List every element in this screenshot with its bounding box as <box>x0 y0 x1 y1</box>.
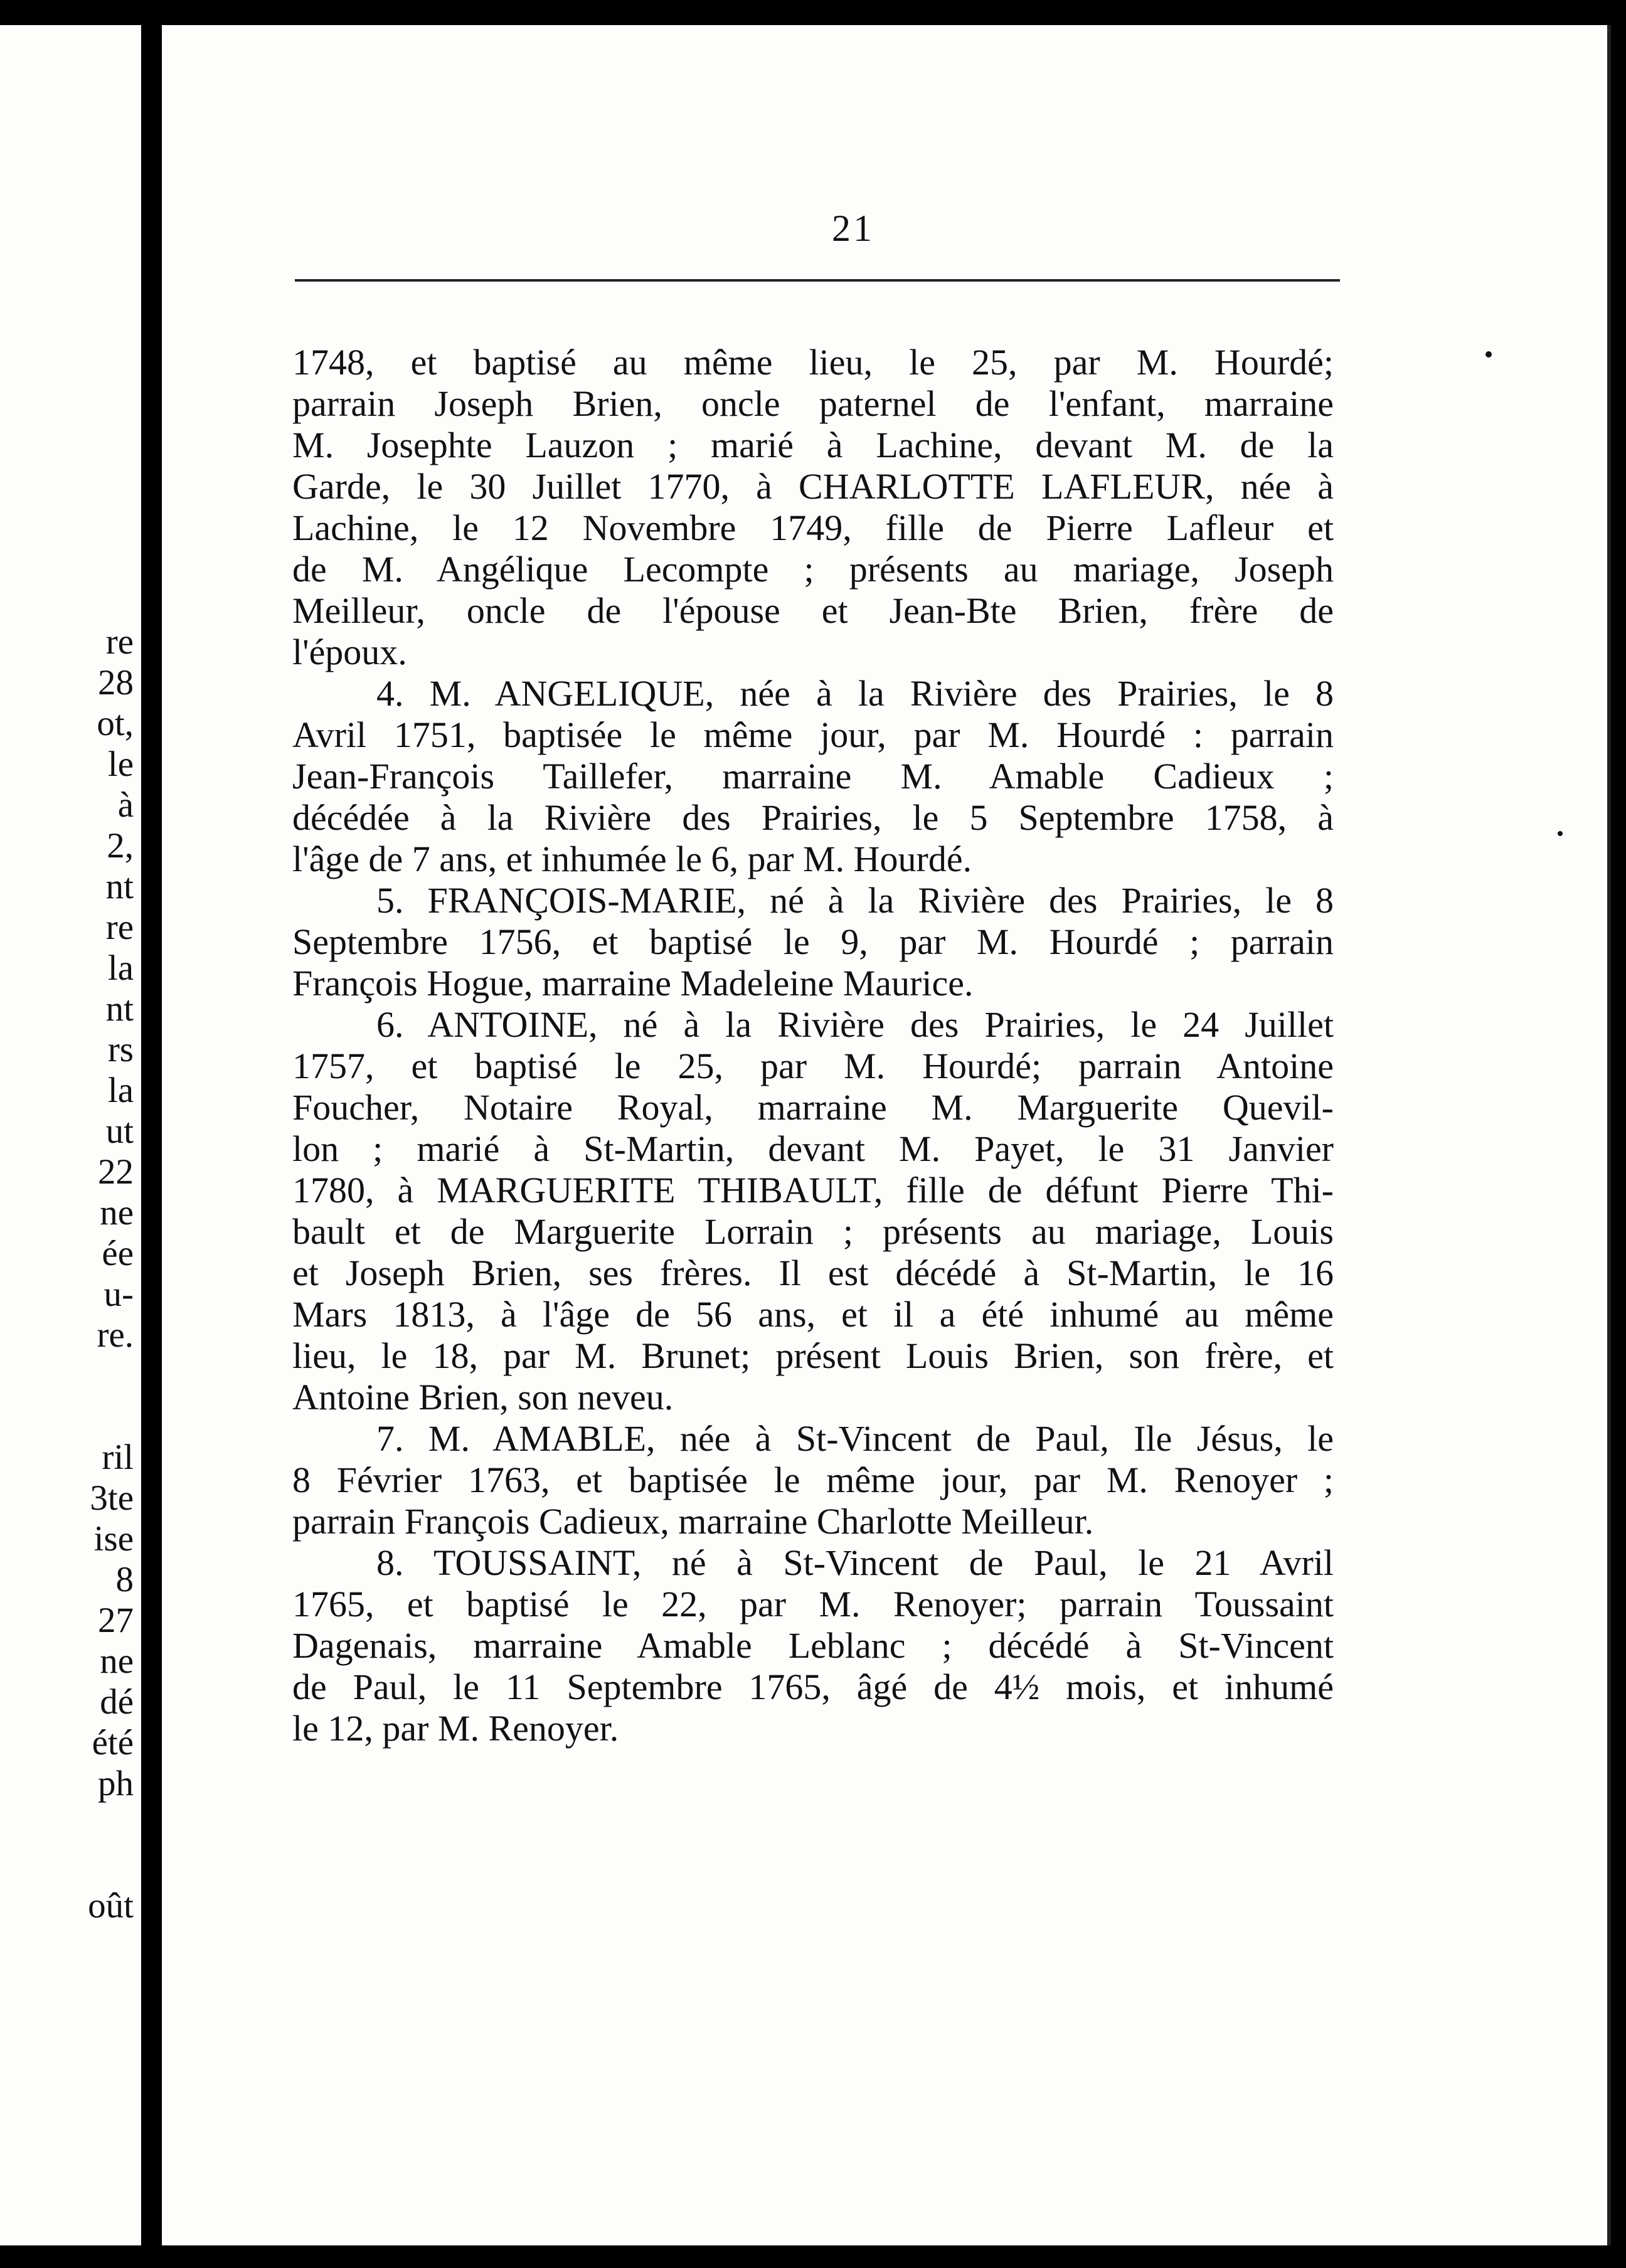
text-line: parrain François Cadieux, marraine Charlotte Meilleur. <box>292 1501 1094 1542</box>
left-page-fragment: à <box>117 785 134 825</box>
text-line: Dagenais, marraine Amable Leblanc ; décédé à St-Vincent <box>292 1625 1334 1666</box>
text-line: François Hogue, marraine Madeleine Maurice. <box>292 963 974 1004</box>
text-line: bault et de Marguerite Lorrain ; présents au mariage, Louis <box>292 1211 1334 1252</box>
text-line: 1780, à MARGUERITE THIBAULT, fille de défunt Pierre Thi- <box>292 1170 1334 1211</box>
text-line: 5. FRANÇOIS-MARIE, né à la Rivière des Prairies, le 8 <box>376 880 1334 921</box>
text-line: décédée à la Rivière des Prairies, le 5 Septembre 1758, à <box>292 797 1334 838</box>
left-page-fragment: ne <box>100 1641 134 1681</box>
scan-speck <box>1485 351 1492 358</box>
text-line: l'âge de 7 ans, et inhumée le 6, par M. Hourdé. <box>292 839 972 879</box>
text-line: 1765, et baptisé le 22, par M. Renoyer; parrain Toussaint <box>292 1584 1334 1624</box>
text-line: 7. M. AMABLE, née à St-Vincent de Paul, Ile Jésus, le <box>376 1418 1334 1459</box>
left-page-fragment: ril <box>102 1438 134 1477</box>
text-line: et Joseph Brien, ses frères. Il est décédé à St-Martin, le 16 <box>292 1253 1334 1293</box>
text-line: 8. TOUSSAINT, né à St-Vincent de Paul, le 21 Avril <box>376 1542 1334 1583</box>
left-page-fragment: le <box>107 745 134 784</box>
text-line: M. Josephte Lauzon ; marié à Lachine, devant M. de la <box>292 425 1334 465</box>
left-page-fragment: 3te <box>90 1478 134 1518</box>
text-line: lieu, le 18, par M. Brunet; présent Louis Brien, son frère, et <box>292 1335 1334 1376</box>
text-line: 6. ANTOINE, né à la Rivière des Prairies, le 24 Juillet <box>376 1004 1334 1045</box>
left-page-fragment: la <box>107 1071 134 1110</box>
left-page-fragment: 2, <box>107 826 134 866</box>
text-line: Jean-François Taillefer, marraine M. Amable Cadieux ; <box>292 756 1334 797</box>
left-page-fragment: dé <box>100 1682 134 1722</box>
text-line: 4. M. ANGELIQUE, née à la Rivière des Prairies, le 8 <box>376 673 1334 714</box>
left-page-fragment: ot, <box>97 704 134 743</box>
text-line: Lachine, le 12 Novembre 1749, fille de Pierre Lafleur et <box>292 507 1334 548</box>
text-line: lon ; marié à St-Martin, devant M. Payet, le 31 Janvier <box>292 1128 1334 1169</box>
scan-speck <box>1558 831 1563 836</box>
text-line: Garde, le 30 Juillet 1770, à CHARLOTTE LAFLEUR, née à <box>292 466 1334 507</box>
left-page-fragment: oût <box>88 1886 134 1926</box>
text-line: Septembre 1756, et baptisé le 9, par M. Hourdé ; parrain <box>292 921 1334 962</box>
page-number: 21 <box>832 208 874 249</box>
text-line: 1748, et baptisé au même lieu, le 25, par M. Hourdé; <box>292 342 1334 383</box>
left-page-fragment: ne <box>100 1193 134 1232</box>
left-page-fragment: 22 <box>98 1152 134 1192</box>
text-line: Meilleur, oncle de l'épouse et Jean-Bte Brien, frère de <box>292 590 1334 631</box>
left-page-fragment: re <box>105 622 134 662</box>
text-line: de M. Angélique Lecompte ; présents au mariage, Joseph <box>292 549 1334 590</box>
text-line: Foucher, Notaire Royal, marraine M. Marguerite Quevil- <box>292 1087 1334 1128</box>
left-page-fragment: 28 <box>98 663 134 702</box>
text-line: l'époux. <box>292 632 407 672</box>
header-rule <box>295 279 1340 282</box>
text-line: parrain Joseph Brien, oncle paternel de l'enfant, marraine <box>292 383 1334 424</box>
left-page-fragment: ph <box>98 1764 134 1803</box>
text-line: Avril 1751, baptisée le même jour, par M. Hourdé : parrain <box>292 714 1334 755</box>
left-facing-page <box>0 25 141 2245</box>
left-page-fragment: 8 <box>115 1560 134 1599</box>
text-line: Mars 1813, à l'âge de 56 ans, et il a été inhumé au même <box>292 1294 1334 1335</box>
left-page-fragment: nt <box>105 989 134 1029</box>
text-line: 8 Février 1763, et baptisée le même jour, par M. Renoyer ; <box>292 1460 1334 1500</box>
left-page-fragment: ée <box>102 1234 134 1273</box>
text-line: le 12, par M. Renoyer. <box>292 1708 619 1749</box>
left-page-fragment: nt <box>105 867 134 906</box>
left-page-fragment: 27 <box>98 1601 134 1640</box>
left-page-fragment: été <box>92 1723 134 1762</box>
left-page-fragment: ut <box>105 1111 134 1151</box>
left-page-fragment: u- <box>104 1274 134 1314</box>
left-page-fragment: la <box>107 948 134 988</box>
left-page-fragment: re <box>105 908 134 947</box>
left-page-fragment: re. <box>97 1315 134 1355</box>
left-page-fragment: rs <box>107 1030 134 1069</box>
text-line: de Paul, le 11 Septembre 1765, âgé de 4½ mois, et inhumé <box>292 1667 1334 1707</box>
left-page-fragment: ise <box>93 1519 134 1559</box>
text-line: 1757, et baptisé le 25, par M. Hourdé; parrain Antoine <box>292 1046 1334 1086</box>
text-line: Antoine Brien, son neveu. <box>292 1377 674 1417</box>
book-page <box>162 25 1611 2245</box>
